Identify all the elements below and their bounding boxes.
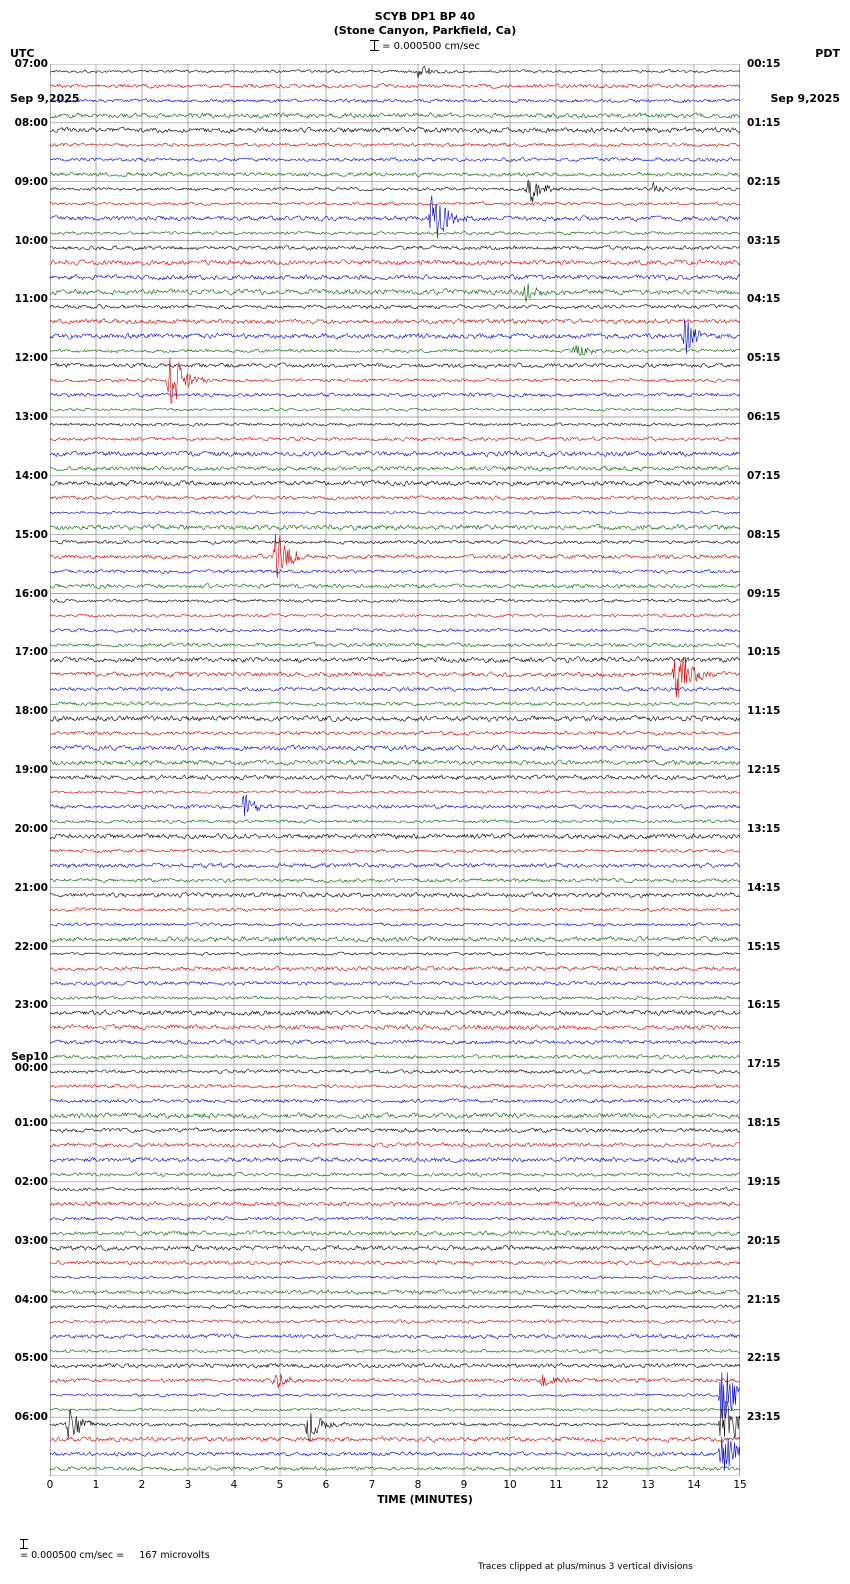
x-axis-tick: 5 <box>276 1479 284 1491</box>
x-axis-tick: 15 <box>733 1479 747 1491</box>
header-right-date: Sep 9,2025 <box>770 92 840 105</box>
y-axis-label-pdt: 14:15 <box>747 881 781 894</box>
y-axis-label-utc: 23:00 <box>14 999 48 1012</box>
y-axis-label-utc: 05:00 <box>14 1352 48 1365</box>
y-axis-label-pdt: 07:15 <box>747 469 781 482</box>
x-axis-tick: 6 <box>322 1479 330 1491</box>
y-axis-label-pdt: 11:15 <box>747 705 781 718</box>
x-axis-tick: 13 <box>641 1479 655 1491</box>
y-axis-label-pdt: 06:15 <box>747 411 781 423</box>
y-axis-label-utc: 18:00 <box>14 705 48 718</box>
y-axis-label-utc: 11:00 <box>14 293 48 306</box>
y-axis-label-utc: 22:00 <box>14 940 48 953</box>
x-axis-tick: 2 <box>138 1479 146 1491</box>
header-left-date: Sep 9,2025 <box>10 92 80 105</box>
y-axis-label-utc: 14:00 <box>14 469 48 482</box>
y-axis-label-utc: 21:00 <box>14 881 48 894</box>
y-axis-label-pdt: 09:15 <box>747 587 781 600</box>
footer-clip-note: Traces clipped at plus/minus 3 vertical divisions <box>478 1562 693 1572</box>
y-axis-label-pdt: 03:15 <box>747 234 781 247</box>
scale-legend <box>0 40 850 53</box>
y-axis-label-pdt: 10:15 <box>747 646 781 659</box>
x-axis-tick: 1 <box>92 1479 100 1491</box>
y-axis-label-pdt: 21:15 <box>747 1293 781 1306</box>
y-axis-label-utc: 20:00 <box>14 822 48 835</box>
y-axis-label-utc: 02:00 <box>14 1175 48 1188</box>
footer-scale-text: = 0.000500 cm/sec = 167 microvolts <box>20 1550 210 1561</box>
y-axis-label-pdt: 12:15 <box>747 764 781 776</box>
footer-scale-note <box>8 1528 210 1572</box>
scale-legend-text: = 0.000500 cm/sec <box>382 41 481 52</box>
y-axis-label-utc: 19:00 <box>14 764 48 776</box>
y-axis-label-utc: 10:00 <box>14 234 48 247</box>
y-axis-label-utc: 01:00 <box>14 1117 48 1129</box>
header-right-timezone: PDT <box>815 47 840 60</box>
y-axis-label-pdt: 17:15 <box>747 1058 781 1071</box>
y-axis-label-pdt: 13:15 <box>747 822 781 835</box>
y-axis-label-pdt: 04:15 <box>747 293 781 306</box>
y-axis-label-pdt: 23:15 <box>747 1411 781 1424</box>
y-axis-label-utc: 03:00 <box>14 1234 48 1247</box>
y-axis-label-utc: 08:00 <box>14 116 48 129</box>
footer-scale-bar-icon <box>20 1539 28 1549</box>
x-axis-tick: 3 <box>184 1479 192 1491</box>
y-axis-label-pdt: 20:15 <box>747 1234 781 1247</box>
scale-bar-icon <box>370 40 379 51</box>
y-axis-label-utc: 07:00 <box>14 58 48 70</box>
y-axis-label-pdt: 16:15 <box>747 999 781 1012</box>
y-axis-label-utc: 15:00 <box>14 528 48 541</box>
y-axis-label-utc: 17:00 <box>14 646 48 659</box>
y-axis-label-utc: Sep10 00:00 <box>11 1051 48 1075</box>
y-axis-label-pdt: 00:15 <box>747 58 781 70</box>
y-axis-label-utc: 13:00 <box>14 411 48 423</box>
y-axis-label-pdt: 15:15 <box>747 940 781 953</box>
x-axis-tick-labels <box>46 1479 747 1493</box>
x-axis-title: TIME (MINUTES) <box>377 1494 473 1506</box>
x-axis-tick: 4 <box>230 1479 238 1491</box>
y-axis-label-pdt: 01:15 <box>747 116 781 129</box>
y-axis-label-pdt: 22:15 <box>747 1352 781 1365</box>
x-axis-tick: 10 <box>503 1479 517 1491</box>
y-axis-label-utc: 09:00 <box>14 175 48 188</box>
chart-title <box>0 10 850 38</box>
x-axis-tick: 14 <box>687 1479 701 1491</box>
y-axis-label-utc: 06:00 <box>14 1411 48 1424</box>
header-left-timezone: UTC <box>10 47 35 60</box>
x-axis-tick: 8 <box>414 1479 422 1491</box>
x-axis-tick: 12 <box>595 1479 609 1491</box>
y-axis-label-pdt: 05:15 <box>747 352 781 365</box>
x-axis-tick: 9 <box>460 1479 468 1491</box>
y-axis-label-pdt: 02:15 <box>747 175 781 188</box>
y-axis-label-utc: 04:00 <box>14 1293 48 1306</box>
x-axis-tick: 0 <box>46 1479 54 1491</box>
x-axis-tick: 11 <box>549 1479 563 1491</box>
title-station-line: SCYB DP1 BP 40 <box>374 10 476 23</box>
seismogram-traces <box>50 64 740 1476</box>
y-axis-label-pdt: 18:15 <box>747 1117 781 1129</box>
y-axis-label-pdt: 19:15 <box>747 1175 781 1188</box>
y-axis-label-pdt: 08:15 <box>747 528 781 541</box>
x-axis-tick: 7 <box>368 1479 376 1491</box>
y-axis-label-utc: 16:00 <box>14 587 48 600</box>
title-location-line: (Stone Canyon, Parkfield, Ca) <box>333 24 517 37</box>
y-axis-label-utc: 12:00 <box>14 352 48 365</box>
